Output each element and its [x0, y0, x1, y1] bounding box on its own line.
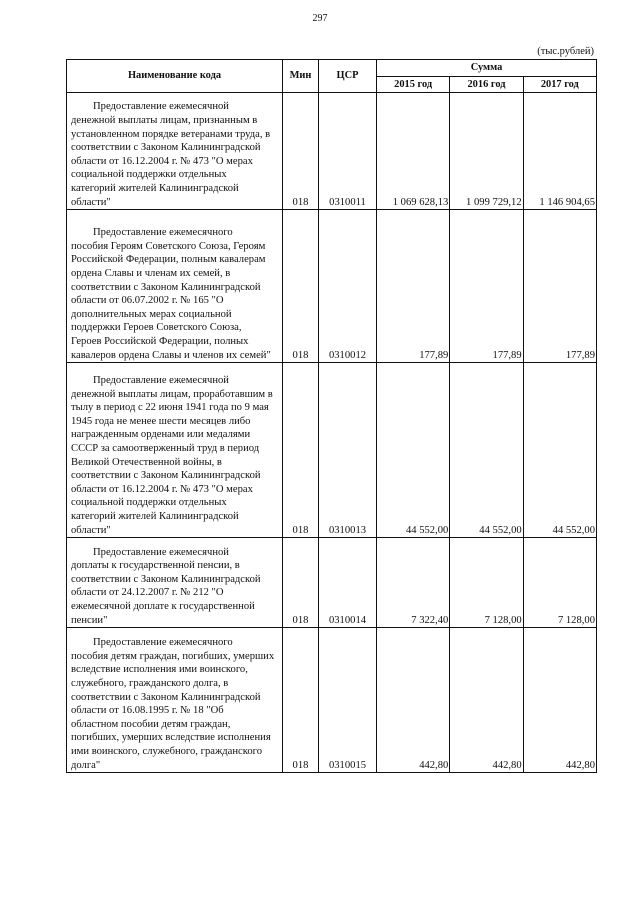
row-value-2016: 44 552,00 — [450, 363, 523, 538]
row-min: 018 — [283, 628, 319, 773]
header-min: Мин — [283, 60, 319, 93]
row-name-cell — [67, 210, 283, 363]
table-row — [67, 538, 597, 628]
row-value-2016: 1 099 729,12 — [450, 93, 523, 210]
row-name-cell — [67, 538, 283, 628]
row-csr: 0310014 — [319, 538, 377, 628]
row-name: Предоставление ежемесячной доплаты к государственной пенсии, в соответствии с Законом Калининградской области от 24.12.2007 г. № 212 "О ежемесячной доплате к государственной пенсии" — [71, 546, 261, 626]
table-row — [67, 363, 597, 538]
row-value-2017: 177,89 — [523, 210, 596, 363]
row-name: Предоставление ежемесячного пособия детям граждан, погибших, умерших вследствие исполнения ими воинского, служебного, гражданского долга, в соответствии с Законом Калининградской области от 16.08.1995 г. № 18 "Об областном пособии детям граждан, погибших, умерших вследствие исполнения ими воинского, служебного, гражданского долга" — [71, 637, 275, 771]
row-value-2015: 1 069 628,13 — [377, 93, 450, 210]
row-name-cell — [67, 93, 283, 210]
row-min: 018 — [283, 363, 319, 538]
header-year-2016: 2016 год — [450, 76, 523, 93]
row-min: 018 — [283, 538, 319, 628]
header-year-2015: 2015 год — [377, 76, 450, 93]
row-value-2016: 177,89 — [450, 210, 523, 363]
row-min: 018 — [283, 93, 319, 210]
row-name: Предоставление ежемесячной денежной выплаты лицам, проработавшим в тылу в период с 22 июня 1941 года по 9 мая 1945 года не менее шести месяцев либо награжденным орденами или медалями СССР за самоотверженный труд в период Великой Отечественной войны, в соответствии с Законом Калининградской области от 16.12.2004 г. № 473 "О мерах социальной поддержки отдельных категорий жителей Калининградской области" — [71, 375, 273, 536]
header-name: Наименование кода — [67, 60, 283, 93]
page-number: 297 — [312, 13, 328, 24]
row-csr: 0310011 — [319, 93, 377, 210]
row-value-2015: 7 322,40 — [377, 538, 450, 628]
row-name-cell — [67, 363, 283, 538]
table-row — [67, 628, 597, 773]
header-csr: ЦСР — [319, 60, 377, 93]
row-value-2017: 442,80 — [523, 628, 596, 773]
row-name: Предоставление ежемесячной денежной выплаты лицам, признанным в установленном порядке ветеранами труда, в соответствии с Законом Калининградской области от 16.12.2004 г. № 473 "О мерах социальной поддержки отдельных категорий жителей Калининградской области" — [71, 101, 271, 208]
row-csr: 0310015 — [319, 628, 377, 773]
row-name-cell — [67, 628, 283, 773]
table-row — [67, 210, 597, 363]
row-value-2017: 1 146 904,65 — [523, 93, 596, 210]
row-value-2016: 7 128,00 — [450, 538, 523, 628]
row-value-2017: 7 128,00 — [523, 538, 596, 628]
header-sum: Сумма — [377, 60, 597, 77]
budget-table — [66, 59, 597, 773]
row-value-2015: 44 552,00 — [377, 363, 450, 538]
row-value-2017: 44 552,00 — [523, 363, 596, 538]
row-value-2015: 442,80 — [377, 628, 450, 773]
row-value-2015: 177,89 — [377, 210, 450, 363]
row-csr: 0310013 — [319, 363, 377, 538]
row-name: Предоставление ежемесячного пособия Героям Советского Союза, Героям Российской Федерации, полным кавалерам ордена Славы и членам их семей, в соответствии с Законом Калининградской области от 06.07.2002 г. № 165 "О дополнительных мерах социальной поддержки Героев Советского Союза, Героев Российской Федерации, полных кавалеров ордена Славы и членов их семей" — [71, 227, 271, 361]
header-year-2017: 2017 год — [523, 76, 596, 93]
row-min: 018 — [283, 210, 319, 363]
row-csr: 0310012 — [319, 210, 377, 363]
units-label: (тыс.рублей) — [537, 46, 594, 57]
table-row — [67, 93, 597, 210]
row-value-2016: 442,80 — [450, 628, 523, 773]
